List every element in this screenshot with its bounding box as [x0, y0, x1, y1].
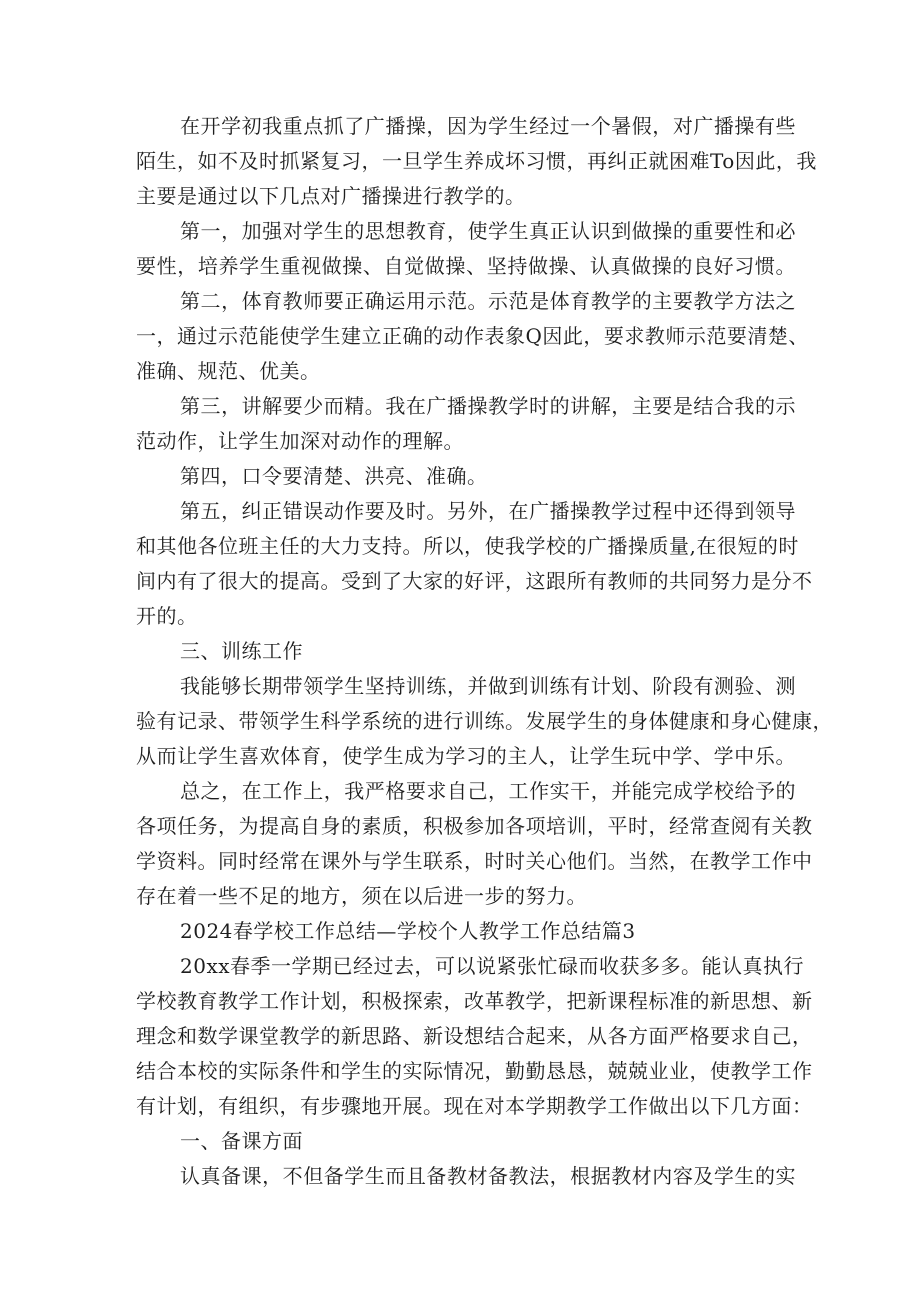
- text-line: 我能够长期带领学生坚持训练，并做到训练有计划、阶段有测验、测: [180, 674, 796, 698]
- text-line: 验有记录、带领学生科学系统的进行训练。发展学生的身体健康和身心健康，: [136, 709, 833, 733]
- text-line: 20xx春季一学期已经过去，可以说紧张忙碌而收获多多。能认真执行: [180, 954, 805, 978]
- text-line: 范动作，让学生加深对动作的理解。: [136, 429, 464, 453]
- text-line: 第二，体育教师要正确运用示范。示范是体育教学的主要教学方法之: [180, 289, 796, 313]
- text-line: 主要是通过以下几点对广播操进行教学的。: [136, 184, 526, 208]
- text-line: 三、训练工作: [180, 639, 303, 663]
- text-line: 各项任务，为提高自身的素质，积极参加各项培训，平时，经常查阅有关教: [136, 814, 813, 838]
- text-line: 在开学初我重点抓了广播操，因为学生经过一个暑假，对广播操有些: [180, 114, 796, 138]
- text-line: 2024春学校工作总结—学校个人教学工作总结篇3: [180, 919, 636, 943]
- text-line: 第四，口令要清楚、洪亮、准确。: [180, 464, 488, 488]
- text-line: 一，通过示范能使学生建立正确的动作表象Q因此，要求教师示范要清楚、: [136, 324, 809, 348]
- text-line: 认真备课，不但备学生而且备教材备教法，根据教材内容及学生的实: [180, 1164, 796, 1188]
- text-line: 要性，培养学生重视做操、自觉做操、坚持做操、认真做操的良好习惯。: [136, 254, 796, 278]
- text-line: 理念和数学课堂教学的新思路、新设想结合起来，从各方面严格要求自己，: [136, 1024, 813, 1048]
- text-line: 第一，加强对学生的思想教育，使学生真正认识到做操的重要性和必: [180, 219, 796, 243]
- text-line: 存在着一些不足的地方，须在以后进一步的努力。: [136, 884, 587, 908]
- text-line: 第三，讲解要少而精。我在广播操教学时的讲解，主要是结合我的示: [180, 394, 796, 418]
- text-line: 学校教育教学工作计划，积极探索，改革教学，把新课程标准的新思想、新: [136, 989, 813, 1013]
- text-line: 间内有了很大的提高。受到了大家的好评，这跟所有教师的共同努力是分不: [136, 569, 813, 593]
- text-line: 学资料。同时经常在课外与学生联系，时时关心他们。当然，在教学工作中: [136, 849, 813, 873]
- text-line: 结合本校的实际条件和学生的实际情况，勤勤恳恳，兢兢业业，使教学工作: [136, 1059, 813, 1083]
- text-line: 开的。: [136, 604, 198, 628]
- document-body: [136, 109, 833, 1194]
- text-line: 一、备课方面: [180, 1129, 303, 1153]
- text-line: 陌生，如不及时抓紧复习，一旦学生养成坏习惯，再纠正就困难To因此，我: [136, 149, 817, 173]
- text-line: 第五，纠正错误动作要及时。另外，在广播操教学过程中还得到领导: [180, 499, 796, 523]
- text-line: 准确、规范、优美。: [136, 359, 321, 383]
- text-line: 总之，在工作上，我严格要求自己，工作实干，并能完成学校给予的: [180, 779, 796, 803]
- text-line: 和其他各位班主任的大力支持。所以，使我学校的广播操质量,在很短的时: [136, 534, 799, 558]
- text-line: 有计划，有组织，有步骤地开展。现在对本学期教学工作做出以下几方面：: [136, 1094, 813, 1118]
- text-line: 从而让学生喜欢体育，使学生成为学习的主人，让学生玩中学、学中乐。: [136, 744, 796, 768]
